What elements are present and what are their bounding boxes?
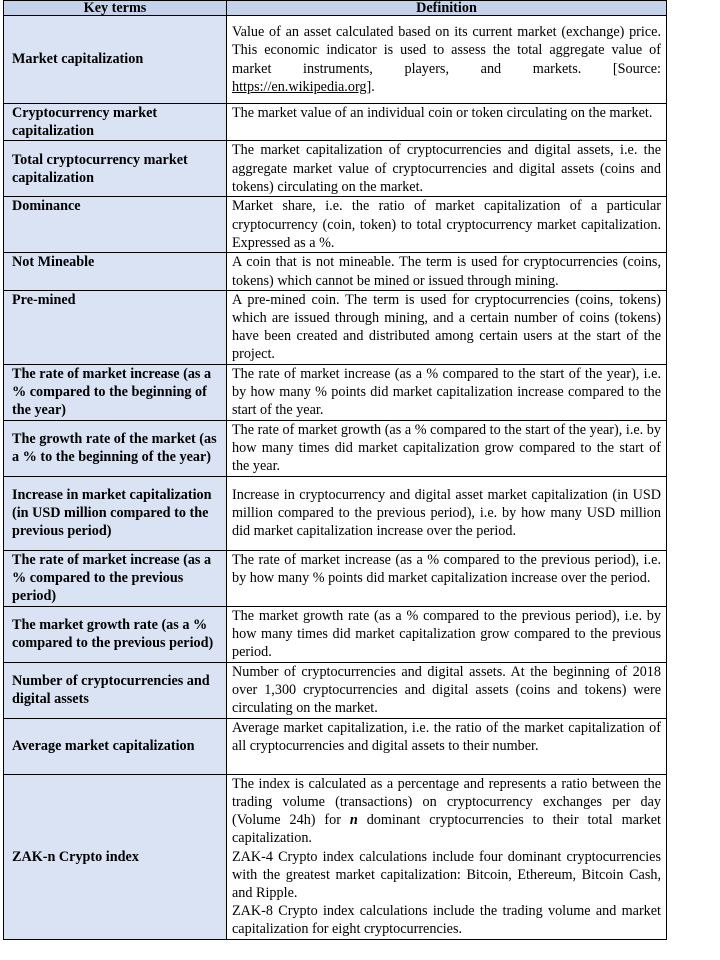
term-cell: Dominance (4, 197, 227, 253)
table-row (4, 290, 667, 364)
key-terms-table (3, 0, 667, 940)
definition-cell: Average market capitalization, i.e. the ratio of the market capitalization of all cryptocurrencies and digital assets to their number. (227, 718, 667, 774)
table-row (4, 364, 667, 420)
definition-cell: The rate of market increase (as a % compared to the previous period), i.e. by how many % points did market capitalization increase over the period. (227, 550, 667, 606)
term-cell: The growth rate of the market (as a % to the beginning of the year) (4, 420, 227, 476)
table-row (4, 253, 667, 290)
term-cell: Not Mineable (4, 253, 227, 290)
definition-text: dominant cryptocurrencies to their total market capitalization. (232, 812, 662, 847)
term-cell: The rate of market increase (as a % compared to the previous period) (4, 550, 227, 606)
definition-cell: The rate of market growth (as a % compared to the start of the year), i.e. by how many times did market capitalization grow compared to the start of the year. (227, 420, 667, 476)
table-row (4, 550, 667, 606)
table-row (4, 16, 667, 104)
definition-cell: Market share, i.e. the ratio of market capitalization of a particular cryptocurrency (coin, token) to total cryptocurrency market capitalization. Expressed as a %. (227, 197, 667, 253)
term-cell: Number of cryptocurrencies and digital assets (4, 662, 227, 718)
definition-cell: The market growth rate (as a % compared to the previous period), i.e. by how many times did market capitalization grow compared to the previous period. (227, 606, 667, 662)
definition-cell: A coin that is not mineable. The term is used for cryptocurrencies (coins, tokens) which cannot be mined or issued through mining. (227, 253, 667, 290)
definition-cell: A pre-mined coin. The term is used for cryptocurrencies (coins, tokens) which are issued through mining, and a certain number of coins (tokens) have been created and distributed among certain users at the start of the project. (227, 290, 667, 364)
definition-text-tail: ]. (366, 78, 375, 95)
table-row (4, 420, 667, 476)
table-row (4, 718, 667, 774)
term-cell: The rate of market increase (as a % compared to the beginning of the year) (4, 364, 227, 420)
definition-cell (227, 774, 667, 939)
term-cell: ZAK-n Crypto index (4, 774, 227, 939)
term-cell: Average market capitalization (4, 718, 227, 774)
term-cell: Cryptocurrency market capitalization (4, 104, 227, 141)
definition-text: Value of an asset calculated based on its current market (exchange) price. This economic indicator is used to assess the total aggregate value of market instruments, players, and markets. [Source: (232, 24, 661, 77)
definition-paragraph: ZAK-4 Crypto index calculations include four dominant cryptocurrencies with the greatest market capitalization: Bitcoin, Ethereum, Bitcoin Cash, and Ripple. (232, 848, 661, 902)
definition-variable-n: n (349, 812, 358, 829)
table-row (4, 197, 667, 253)
table-row (4, 141, 667, 197)
definition-cell: The rate of market increase (as a % compared to the start of the year), i.e. by how many % points did market capitalization increase compared to the start of the year. (227, 364, 667, 420)
term-cell: Pre-mined (4, 290, 227, 364)
definition-cell: Number of cryptocurrencies and digital assets. At the beginning of 2018 over 1,300 cryptocurrencies and digital assets (coins and tokens) were circulating on the market. (227, 662, 667, 718)
term-cell: Increase in market capitalization (in USD million compared to the previous period) (4, 476, 227, 550)
term-cell: Market capitalization (4, 16, 227, 104)
table-row (4, 662, 667, 718)
definition-paragraph (232, 775, 661, 848)
definition-cell (227, 16, 667, 104)
term-cell: Total cryptocurrency market capitalization (4, 141, 227, 197)
table-row (4, 606, 667, 662)
definition-cell: Increase in cryptocurrency and digital asset market capitalization (in USD million compared to the previous period), i.e. by how many USD million did market capitalization increase over the period. (227, 476, 667, 550)
definition-cell: The market capitalization of cryptocurrencies and digital assets, i.e. the aggregate market value of cryptocurrencies and digital assets (coins and tokens) circulating on the market. (227, 141, 667, 197)
table-row (4, 104, 667, 141)
table-row (4, 476, 667, 550)
table-header-row (4, 1, 667, 16)
definition-text: The index is calculated as a percentage and represents a ratio between the trading volume (transactions) on cryptocurrency exchanges per day (Volume 24h) for (232, 775, 661, 829)
header-definition: Definition (227, 1, 667, 16)
source-link[interactable]: https://en.wikipedia.org (232, 78, 367, 95)
header-key-terms: Key terms (4, 1, 227, 16)
definition-paragraph: ZAK-8 Crypto index calculations include the trading volume and market capitalization for eight cryptocurrencies. (232, 903, 661, 938)
term-cell: The market growth rate (as a % compared to the previous period) (4, 606, 227, 662)
definition-cell: The market value of an individual coin or token circulating on the market. (227, 104, 667, 141)
table-row (4, 774, 667, 939)
